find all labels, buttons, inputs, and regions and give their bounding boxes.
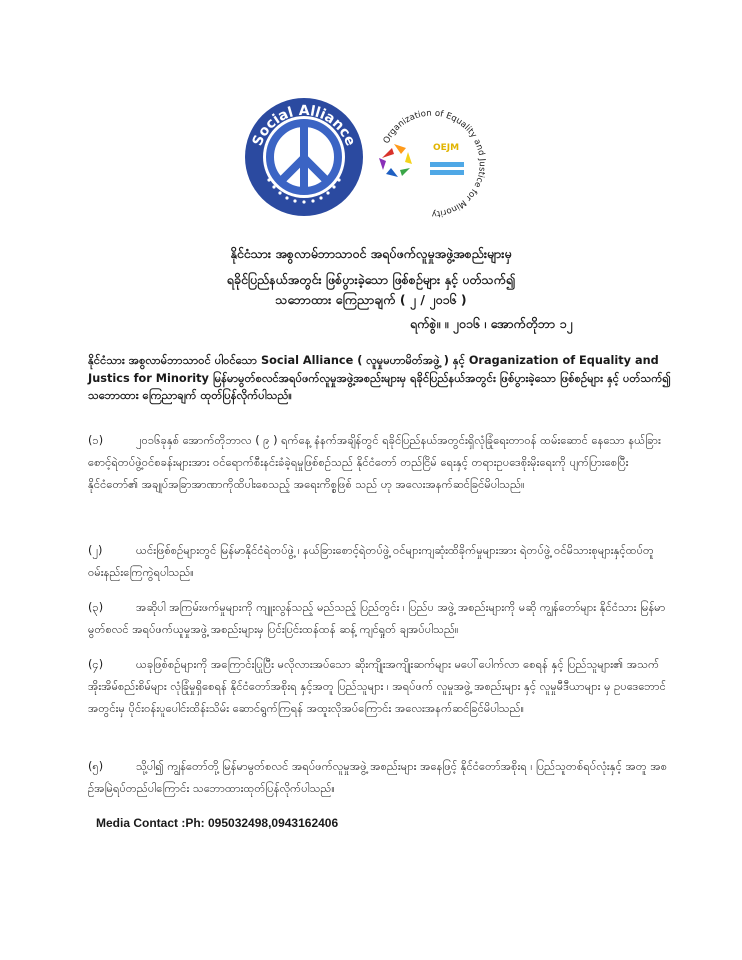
paragraph-number: (၃) [88, 601, 104, 614]
intro-paragraph: နိုင်ငံသား အစွလာမ်ဘာသာဝင် ပါဝင်သော Social Alliance ( လူမှုမဟာမိတ်အဖွဲ့ ) နှင့် Oraganization of Equality and Justics for Minority မြန်မာမွတ်စလင်အရပ်ဖက်လူမှုအဖွဲ့အစည်းများမှ ရခိုင်ပြည်နယ်အတွင်း ဖြစ်ပွားခဲ့သော ဖြစ်စဥ်များ နှင့် ပတ်သက်၍ သဘောထား ကြေညာချက် ထုတ်ပြန်လိုက်ပါသည်။ [88, 354, 671, 402]
paragraph-5 [88, 756, 673, 800]
paragraph-4 [88, 654, 673, 720]
paragraph-text: အဆိုပါ အကြမ်းဖက်မှုများကို ကျူးလွန်သည့် မည်သည့် ပြည်တွင်း ၊ ပြည်ပ အဖွဲ့ အစည်းများကို မဆို ကျွန်တော်များ နိုင်ငံသား မြန်မာမွတ်စလင် အရပ်ဖက်ယူမှုအဖွဲ့ အစည်းများမှ ပြင်းပြင်းထန်ထန် ဆန့် ကျင်ရှုတ် ချအပ်ပါသည်။ [88, 601, 666, 636]
social-alliance-text: Social Alliance [249, 102, 359, 149]
paragraph-number: (၅) [88, 760, 104, 773]
oejm-arc-text: Organization of Equality and Justice for Minority [381, 108, 487, 219]
arrows-icon [379, 144, 412, 177]
statement-date: ရက်စွဲ။ ။ ၂၀၁၆ ၊ အောက်တိုဘာ ၁၂ [410, 316, 573, 331]
paragraph-text: ၂၀၁၆ခုနှစ် အောက်တိုဘာလ ( ၉ ) ရက်နေ့ နံနက်အချိန်တွင် ရခိုင်ပြည်နယ်အတွင်းရှိလုံခြုံရေးတာဝန် ထမ်းဆောင် နေသော နယ်ခြားစောင့်ရဲတပ်ဖွဲ့ဝင်စခန်းများအား ဝင်ရောက်စီးနင်းခံခဲ့ရမှုဖြစ်စဥ်သည် နိုင်ငံတော် တည်ငြိမ် ရေးနှင့် တရားဥပဒေစိုးမိုးရေးကို ပျက်ပြားစေပြီး နိုင်ငံတော်၏ အချုပ်အခြာအာဏာကိုထိပါးစေသည့် အရေးကိစ္စဖြစ် သည် ဟု အလေးအနက်ဆင်ခြင်မိပါသည်။ [88, 434, 661, 491]
paragraph-1 [88, 430, 673, 496]
logo-row [0, 96, 742, 226]
paragraph-text: ယခုဖြစ်စဥ်များကို အကြောင်းပြုပြီး မလိုလားအပ်သော ဆိုးကျိုးအကျိုးဆက်များ မပေါ်ပေါက်လာ စေရန် နှင့် ပြည်သူများ၏ အသက်အိုးအိမ်စည်းစိမ်များ လုံခြုံမှုရှိစေရန် နိုင်ငံတော်အစိုးရ နှင့်အတူ ပြည်သူများ ၊ အရပ်ဖက် လူမှုအဖွဲ့ အစည်းများ နှင့် လူမှုမီဒီယာများ မှ ဥပဒေဘောင်အတွင်းမှ ပိုင်းဝန်းပူပေါင်းထိန်းသိမ်း ဆောင်ရွက်ကြရန် အထူးလိုအပ်ကြောင်း အလေးအနက်ဆင်ခြင်မိပါသည်။ [88, 658, 666, 715]
paragraph-3 [88, 597, 673, 641]
paragraph-2 [88, 540, 673, 584]
paragraph-number: (၂) [88, 544, 103, 557]
paragraph-text: သို့ပါ၍ ကျွန်တော်တို့ မြန်မာမွတ်စလင် အရပ်ဖက်လူမှုအဖွဲ့ အစည်းများ အနေဖြင့် နိုင်ငံတော်အစိုးရ ၊ ပြည်သူတစ်ရပ်လုံးနှင့် အတူ အစဥ်အမြဲရပ်တည်ပါကြောင်း သဘောထားထုတ်ပြန်လိုက်ပါသည်။ [88, 760, 668, 795]
social-alliance-logo [243, 96, 365, 218]
paragraph-number: (၁) [88, 434, 104, 447]
statement-title: သဘောထား ကြေညာချက် ( ၂ / ၂၀၁၆ ) [275, 292, 467, 307]
paragraph-text: ယင်းဖြစ်စဥ်များတွင် မြန်မာနိုင်ငံရဲတပ်ဖွဲ့ ၊ နယ်ခြားစောင့်ရဲတပ်ဖွဲ့ ဝင်များကျဆုံးထိခိုက်မှုများအား ရဲတပ်ဖွဲ့ ဝင်မိသားစုများနှင့်ထပ်တူဝမ်းနည်းကြေကွဲရပါသည်။ [88, 544, 655, 579]
media-contact: Media Contact :Ph: 095032498,0943162406 [96, 816, 339, 830]
heading-line-2: ရခိုင်ပြည်နယ်အတွင်း ဖြစ်ပွားခဲ့သော ဖြစ်စဥ်များ နှင့် ပတ်သက်၍ [226, 272, 516, 287]
heading-line-1: နိုင်ငံသား အစွလာမ်ဘာသာဝင် အရပ်ဖက်လူမှုအဖွဲ့အစည်းများမှ [230, 246, 512, 261]
oejm-abbr: OEJM [432, 143, 460, 153]
paragraph-number: (၄) [88, 658, 104, 671]
oejm-logo [374, 102, 494, 222]
